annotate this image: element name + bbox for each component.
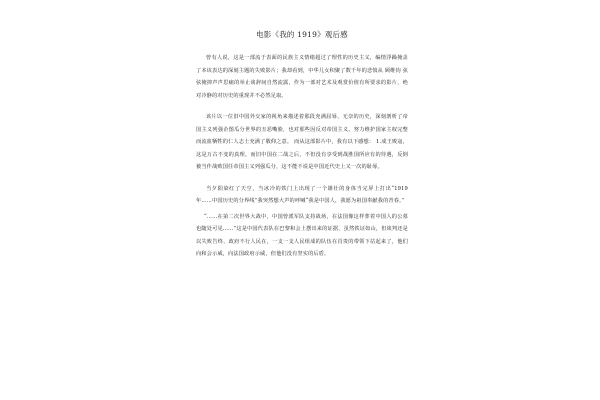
paragraph-paris-conference: “……在第二次世界大战中，中国曾派军队支持战场，在法国像这样葬着中国人的公墓也随处可见……”这是中国代表队在巴黎和会上摆出来的证据，虽然铁证如山，但谈判还是以失败告终，政府不行人民在，一支一支人民组成的队伍在肖贵的带领下站起来了，他们向和会示威，向法国政府示威，但他们没有坚实的后盾， [196, 213, 408, 257]
document-title: 电影《我的 1919》观后感 [256, 30, 348, 39]
document-page [196, 30, 408, 400]
paragraph-intro: 曾有人说，这是一部流于表面的民族主义情绪超过了理性的历史主义，编情浮躁掩盖了本该表达的深刻主题的失败影片；我却看到，中华儿女积聚了数千年的悲愤从 顾维钧 弦弦掩抑声声思痛的举止谈辞间自然流露，作为一部对艺术及观赏价值有所要求的影片，绝对冷静的对历史的重现并不必然足取。 [196, 55, 408, 99]
paragraph-sunset: 当夕阳染红了天空，当冰冷的铁门上出现了一个雄壮的身体当完屏上打出“1919 年……中国历史的分界线”我突然想大声的呼喊“我是中国人，我愿为祖国奉献我的青春。” [196, 185, 408, 204]
paragraph-perspective: 该片以一位旧中国外交家的视角来描述着那段充满屈辱、无奈的历史，深刻剖析了帝国主义列强企图瓜分世界的丑恶嘴脸，也对那些因反对帝国主义、努力维护国家主权完整而流血牺牲的仁人志士充满了敬仰之意。 而从这部影片中，我有以下感想： 1.成王败寇，这是万古不变的真理。而旧中国在二战之后，不但没有享受到战胜国所应有的待遇，反倒被当作战败国任帝国主义列强瓜分，这不能不说是中国近代史上又一次的耻辱。 [196, 114, 408, 170]
